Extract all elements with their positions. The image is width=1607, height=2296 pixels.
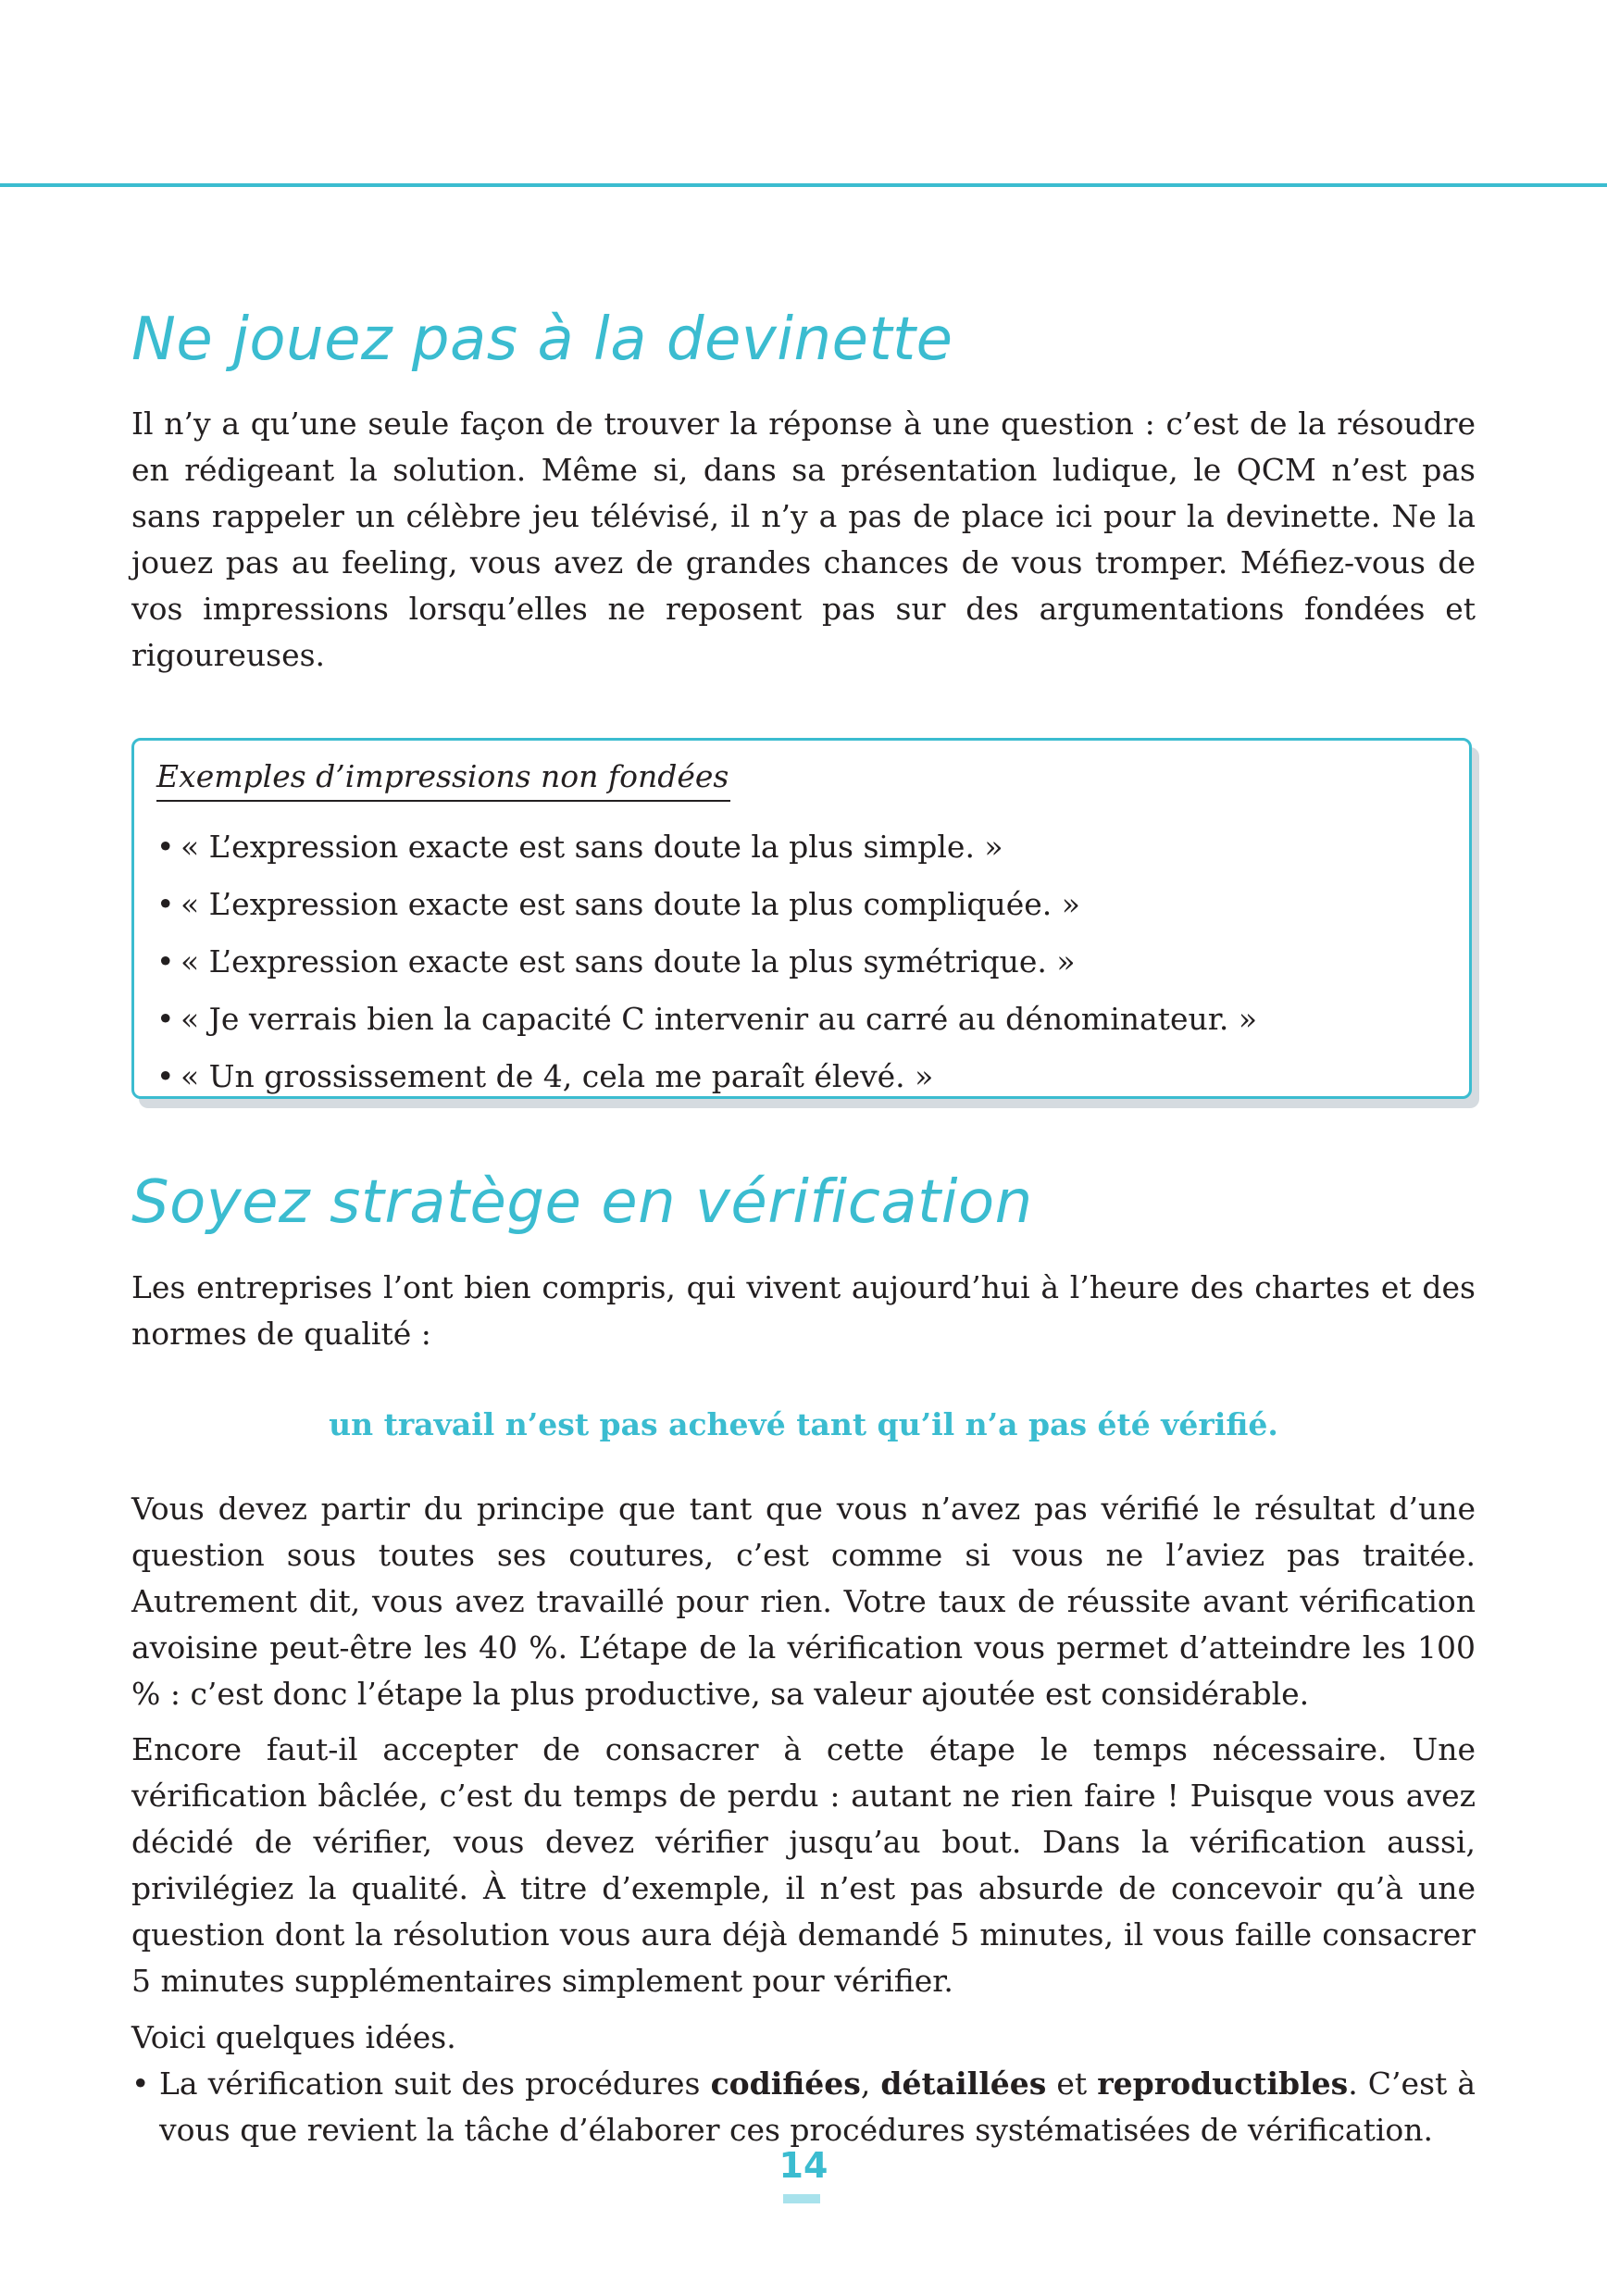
list-item: • « L’expression exacte est sans doute la plus compliquée. » — [156, 886, 1080, 922]
paragraph-principe: Vous devez partir du principe que tant que vous n’avez pas vérifié le résultat d’une question sous toutes ses coutures, c’est comme si vous ne l’aviez pas traitée. Autrement dit, vous avez travaillé pour rien. Votre taux de réussite avant vérification avoisine peut-être les 40 %. L’étape de la vérification vous permet d’atteindre les 100 % : c’est donc l’étape la plus productive, sa valeur ajoutée est considérable. — [131, 1491, 1476, 1712]
bullet-icon: • — [131, 2065, 150, 2102]
list-item: • « L’expression exacte est sans doute la plus simple. » — [156, 829, 1003, 865]
paragraph-idees: Voici quelques idées. — [131, 2019, 456, 2055]
page-number-marker — [783, 2194, 820, 2203]
list-item: • « Je verrais bien la capacité C intervenir au carré au dénominateur. » — [156, 1001, 1258, 1037]
examples-list — [156, 818, 1257, 1105]
examples-box-title: Exemples d’impressions non fondées — [156, 755, 730, 802]
section-title-verification: Soyez stratège en vérification — [131, 1168, 1033, 1237]
bullet-item-procedures: • La vérification suit des procédures codifiées, détaillées et reproductibles. C’est à vous que revient la tâche d’élaborer ces procédures systématisées de vérification. — [131, 2061, 1476, 2153]
paragraph-devinette: Il n’y a qu’une seule façon de trouver la réponse à une question : c’est de la résoudre en rédigeant la solution. Même si, dans sa présentation ludique, le QCM n’est pas sans rappeler un célèbre jeu télévisé, il n’y a pas de place ici pour la devinette. Ne la jouez pas au feeling, vous avez de grandes chances de vous tromper. Méfiez-vous de vos impressions lorsqu’elles ne reposent pas sur des argumentations fondées et rigoureuses. — [131, 406, 1476, 673]
header-rule — [0, 183, 1607, 187]
list-item: • « L’expression exacte est sans doute la plus symétrique. » — [156, 943, 1076, 980]
list-item: • « Un grossissement de 4, cela me paraît élevé. » — [156, 1058, 934, 1094]
highlight-quote: un travail n’est pas achevé tant qu’il n’a pas été vérifié. — [329, 1406, 1278, 1442]
paragraph-intro: Les entreprises l’ont bien compris, qui vivent aujourd’hui à l’heure des chartes et des normes de qualité : — [131, 1269, 1476, 1352]
section-title-devinette: Ne jouez pas à la devinette — [131, 306, 953, 374]
page-number: 14 — [779, 2145, 828, 2186]
paragraph-temps: Encore faut-il accepter de consacrer à cette étape le temps nécessaire. Une vérification bâclée, c’est du temps de perdu : autant ne rien faire ! Puisque vous avez décidé de vérifier, vous devez vérifier jusqu’au bout. Dans la vérification aussi, privilégiez la qualité. À titre d’exemple, il n’est pas absurde de concevoir qu’à une question dont la résolution vous aura déjà demandé 5 minutes, il vous faille consacrer 5 minutes supplémentaires simplement pour vérifier. — [131, 1731, 1476, 1999]
examples-box — [131, 738, 1472, 1099]
